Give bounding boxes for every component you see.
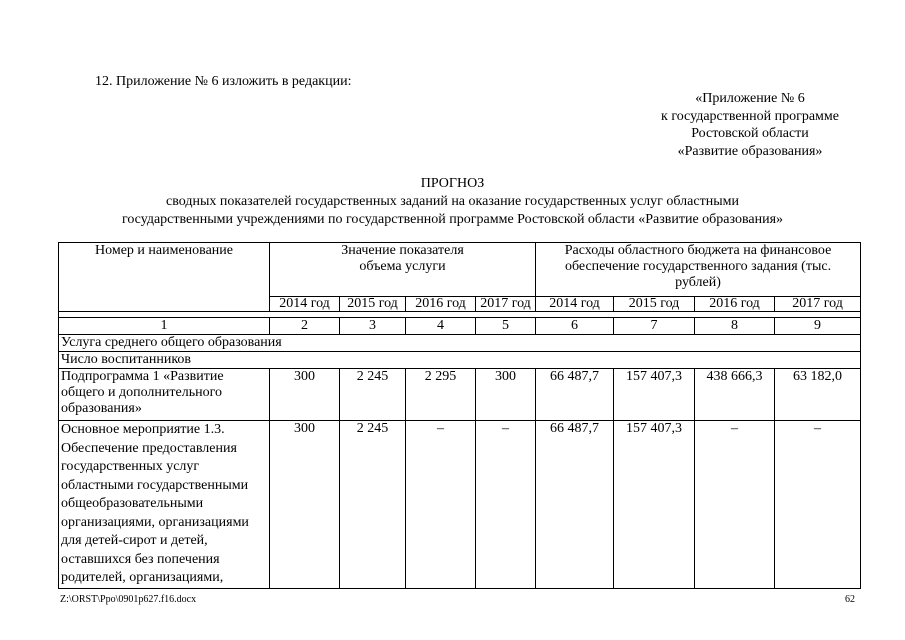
row-value: 300	[270, 369, 340, 421]
column-number: 2	[270, 318, 340, 335]
footer-file-path: Z:\ORST\Ppo\0901p627.f16.docx	[60, 594, 197, 605]
row-value: 2 245	[340, 421, 406, 589]
row-value: –	[476, 421, 536, 589]
row-value: 300	[270, 421, 340, 589]
column-number: 6	[536, 318, 614, 335]
year-header: 2016 год	[406, 297, 476, 312]
row-value: 2 245	[340, 369, 406, 421]
year-header: 2017 год	[476, 297, 536, 312]
year-header: 2015 год	[614, 297, 695, 312]
intro-text: 12. Приложение № 6 изложить в редакции:	[95, 74, 352, 89]
header-name-column: Номер и наименование	[59, 243, 270, 312]
row-value: –	[775, 421, 861, 589]
appendix-line: «Развитие образования»	[677, 143, 823, 159]
row-name: Подпрограмма 1 «Развитие общего и дополнительного образования»	[59, 369, 270, 421]
year-header: 2014 год	[270, 297, 340, 312]
table-row	[59, 369, 861, 421]
year-header: 2016 год	[695, 297, 775, 312]
column-number: 5	[476, 318, 536, 335]
column-number: 1	[59, 318, 270, 335]
column-number: 7	[614, 318, 695, 335]
title-line-2: государственными учреждениями по государственной программе Ростовской области «Развитие образования»	[121, 212, 784, 227]
column-number: 3	[340, 318, 406, 335]
year-header: 2015 год	[340, 297, 406, 312]
document-title	[0, 175, 905, 229]
column-number: 9	[775, 318, 861, 335]
row-name: Основное мероприятие 1.3. Обеспечение предоставления государственных услуг областными государственными общеобразовательными организациями, организациями для детей-сирот и детей, оставшихся без попечения родителей, организациями,	[59, 421, 270, 589]
appendix-line: к государственной программе	[661, 108, 839, 124]
row-value: 66 487,7	[536, 421, 614, 589]
title-heading: ПРОГНОЗ	[420, 176, 485, 191]
footer-page-number: 62	[845, 594, 855, 605]
appendix-header	[620, 90, 880, 160]
column-number: 4	[406, 318, 476, 335]
row-value: –	[406, 421, 476, 589]
appendix-line: «Приложение № 6	[695, 91, 805, 106]
row-value: 300	[476, 369, 536, 421]
section-row: Услуга среднего общего образования	[59, 335, 861, 352]
row-value: 2 295	[406, 369, 476, 421]
column-number: 8	[695, 318, 775, 335]
title-line-1: сводных показателей государственных заданий на оказание государственных услуг областными	[166, 194, 739, 209]
year-header: 2014 год	[536, 297, 614, 312]
forecast-table	[58, 242, 861, 589]
row-value: –	[695, 421, 775, 589]
header-budget-expenses: Расходы областного бюджета на финансовое обеспечение государственного задания (тыс. рублей)	[536, 243, 861, 297]
year-header: 2017 год	[775, 297, 861, 312]
row-value: 63 182,0	[775, 369, 861, 421]
header-indicator-value: Значение показателя объема услуги	[270, 243, 536, 297]
table-row	[59, 421, 861, 589]
row-value: 157 407,3	[614, 421, 695, 589]
subsection-row: Число воспитанников	[59, 352, 861, 369]
row-value: 438 666,3	[695, 369, 775, 421]
row-value: 157 407,3	[614, 369, 695, 421]
row-value: 66 487,7	[536, 369, 614, 421]
appendix-line: Ростовской области	[691, 126, 809, 141]
